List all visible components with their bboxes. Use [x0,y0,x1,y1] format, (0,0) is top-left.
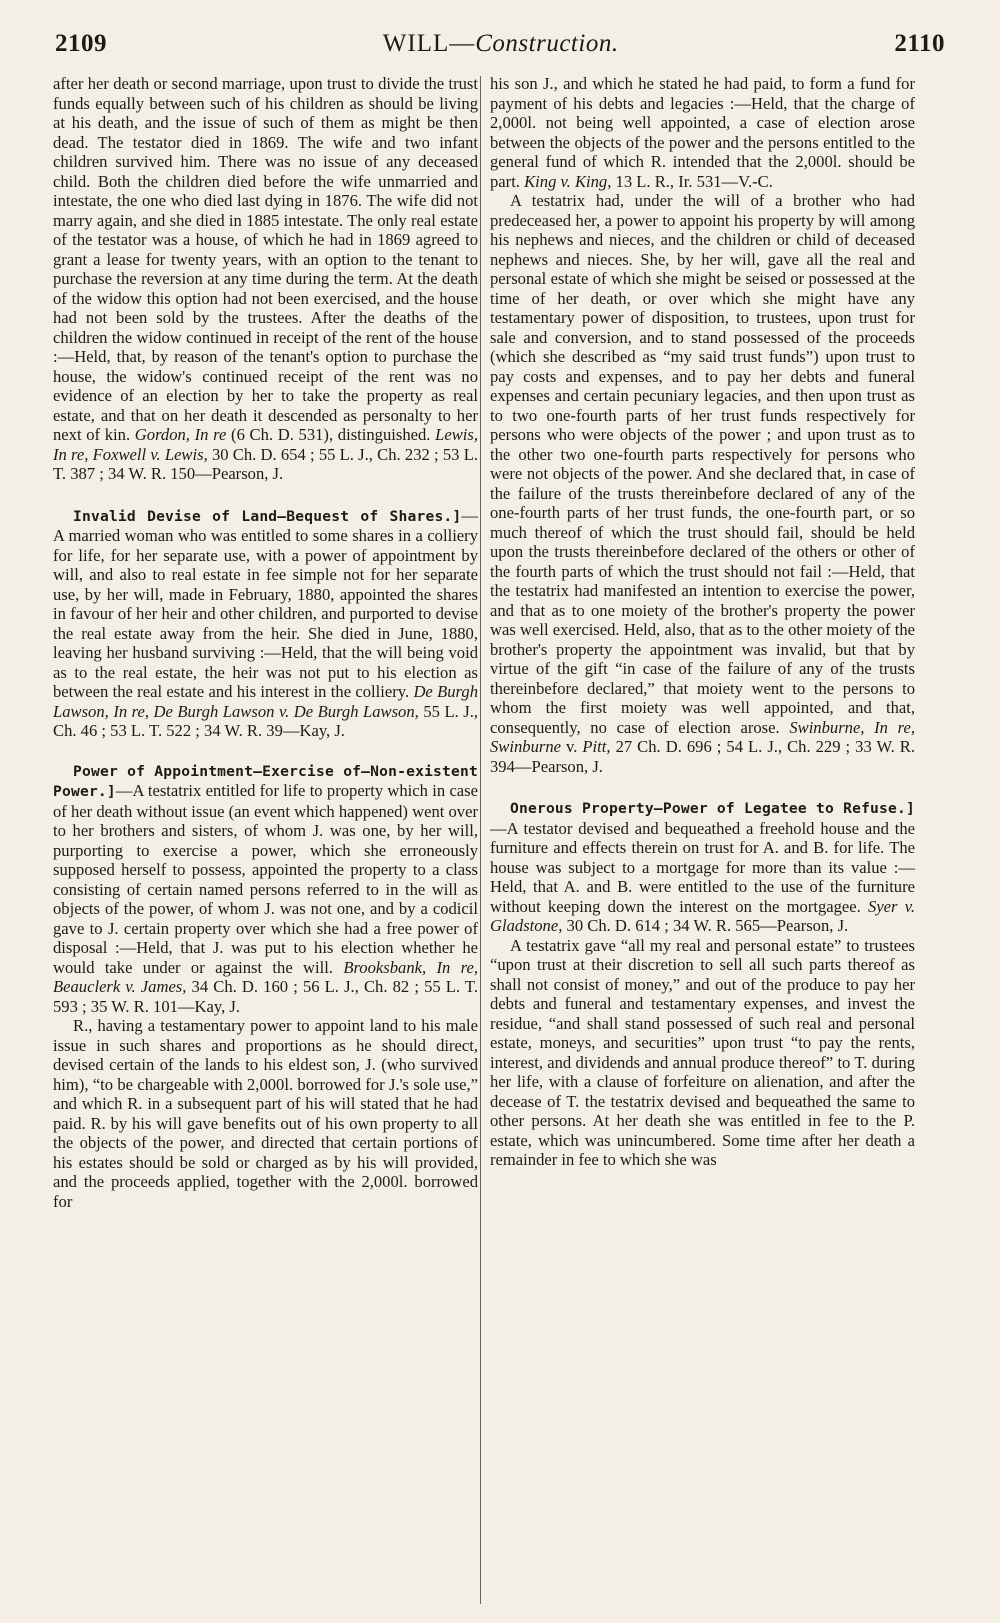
paragraph [490,191,915,776]
paragraph [53,1016,478,1211]
citation-text: 13 L. R., Ir. 531—V.-C. [611,171,773,191]
case-citation: Gordon, In re [134,425,227,444]
right-column [490,74,915,1609]
section-heading: Power of Appointment—Exercise of—Non-existent Power.] [53,762,478,800]
case-citation: Syer v. Gladstone, [490,896,915,935]
case-citation: De Burgh Lawson, In re, De Burgh Lawson v. De Burgh Lawson, [53,682,478,721]
citation-text: (6 Ch. D. 531), distinguished. [226,425,436,444]
running-header [55,30,945,70]
left-column [53,74,478,1609]
paragraph-text: after her death or second marriage, upon trust to divide the trust funds equally between such of his children as should be living at his death, and the issue of such of them as might be then dead. The testator died in 1869. The wife and two infant children survived him. There was no issue of any deceased child. Both the children died before the wife unmarried and intestate, the one who died last dying in 1876. The wife did not marry again, and she died in 1885 intestate. The only real estate of the testator was a house, of which he had in 1869 agreed to grant a lease for twenty years, with an option to the tenant to purchase the reversion at any time during the term. At the death of the widow this option had not been exercised, and the house had not been sold by the trustees. After the deaths of the children the widow continued in receipt of the rent of the house :—Held, that, by reason of the tenant's option to purchase the house, the widow's continued receipt of the rent was no evidence of an election by her to take the property as real estate, and that on her death it descended as personalty to her next of kin. [53,74,478,444]
left-page-number: 2109 [55,30,107,57]
paragraph-text: —A married woman who was entitled to some shares in a colliery for life, for her separate use, with a power of appointment by will, and also to real estate in fee simple not for her separate use, by her will, made in February, 1880, appointed the shares in favour of her heir and other children, and purported to devise the real estate away from the heir. She died in June, 1880, leaving her husband surviving :—Held, that the will being void as to the real estate, the heir was not put to his election as between the real estate and his interest in the colliery. [53,505,478,701]
paragraph [490,936,915,1170]
paragraph [53,506,478,741]
running-title-sub: Construction. [475,30,619,57]
section-heading: Invalid Devise of Land—Bequest of Shares.] [73,507,462,525]
right-page-number: 2110 [894,30,945,57]
paragraph-text: A testatrix had, under the will of a brother who had predeceased her, a power to appoint his property by will among his nephews and nieces, and the children or child of deceased nephews and nieces. She, by her will, gave all the real and personal estate of which she might be seised or possessed at the time of her death, or over which she might have any testamentary power of disposition, to trustees, upon trust for sale and conversion, and to stand possessed of the proceeds (which she described as “my said trust funds”) upon trust to pay costs and expenses, and to pay her debts and funeral expenses and certain pecuniary legacies, and then upon trust as to two one-fourth parts of her trust funds respectively for persons who were objects of the power ; and upon trust as to the other two one-fourth parts respectively for persons who were not objects of the power. And she declared that, in case of the failure of the trusts thereinbefore declared of any of the one-fourth parts of her trust funds, the one-fourth part, or so much thereof of which the trust should fail, should be held upon the trusts thereinbefore declared of the others or other of the fourth parts of which the trust should not fail :—Held, that the testatrix had manifested an intention to exercise the power, and that as to one moiety of the brother's property the power was well exercised. Held, also, that as to the other moiety of the brother's property the appointment was invalid, but that by virtue of the gift “in case of the failure of any of the trusts thereinbefore declared,” that moiety went to the persons to whom the first moiety was well appointed, and that, consequently, no case of election arose. [490,191,915,737]
paragraph [53,761,478,1017]
paragraph-text: —A testator devised and bequeathed a freehold house and the furniture and effects therein on trust for A. and B. for life. The house was subject to a mortgage for more than its value :—Held, that A. and B. were entitled to the use of the furniture without keeping down the interest on the mortgagee. [490,818,915,916]
paragraph-text: A testatrix gave “all my real and personal estate” to trustees “upon trust at their discretion to sell all such parts thereof as shall not consist of money,” and out of the produce to pay her debts and funeral and testamentary expenses, and invest the residue, “and shall stand possessed of such real and personal estate, moneys, and securities” upon trust “to pay the rents, interest, and dividends and annual produce thereof” to T. during her life, with a clause of forfeiture on alienation, and after the decease of T. the testatrix devised and bequeathed the same to other persons. At her death she was entitled in fee to the P. estate, which was unincumbered. Some time after her death a remainder in fee to which she was [490,935,915,1169]
case-citation: King v. King, [524,171,612,191]
paragraph [490,74,915,191]
citation-text: v. [561,737,583,756]
citation-text: 30 Ch. D. 654 ; 55 L. J., Ch. 232 ; 53 L. T. 387 ; 34 W. R. 150—Pearson, J. [53,444,478,483]
paragraph-text: R., having a testamentary power to appoint land to his male issue in such shares and proportions as he should direct, devised certain of the lands to his eldest son, J. (who survived him), “to be chargeable with 2,000l. borrowed for J.'s sole use,” and which R. in a subsequent part of his will stated that he had paid. R. by his will gave benefits out of his own property to all the objects of the power, and directed that certain portions of his estates should be sold or charged as by his will provided, and the proceeds applied, together with the 2,000l. borrowed for [53,1016,478,1211]
running-title-main: WILL— [382,30,476,57]
paragraph-text: his son J., and which he stated he had paid, to form a fund for payment of his debts and legacies :—Held, that the charge of 2,000l. not being well appointed, a case of election arose between the objects of the power and the persons entitled to the general fund of which R. intended that the 2,000l. should be part. [490,74,915,191]
citation-text: 27 Ch. D. 696 ; 54 L. J., Ch. 229 ; 33 W. R. 394—Pearson, J. [490,737,915,776]
column-divider [480,76,481,1604]
citation-text: 30 Ch. D. 614 ; 34 W. R. 565—Pearson, J. [562,916,849,935]
citation-text: 34 Ch. D. 160 ; 56 L. J., Ch. 82 ; 55 L. T. 593 ; 35 W. R. 101—Kay, J. [53,977,478,1016]
case-citation: Swinburne, In re, Swinburne [490,717,915,756]
citation-text: 55 L. J., Ch. 46 ; 53 L. T. 522 ; 34 W. R. 39—Kay, J. [53,701,478,740]
paragraph-text: —A testatrix entitled for life to property which in case of her death without issue (an event which happened) went over to her brothers and sisters, of whom J. was one, by her will, purporting to exercise a power, which she erroneously supposed herself to possess, appointed the property to a class consisting of certain named persons referred to in the will as objects of the power, of whom J. was not one, and by a codicil gave to J. certain property over which she had a free power of disposal :—Held, that J. was put to his election whether he would take under or against the will. [53,781,478,977]
case-citation: Brooksbank, In re, Beauclerk v. James, [53,957,478,996]
case-citation: Lewis, In re, Foxwell v. Lewis, [53,425,478,464]
paragraph [490,798,915,936]
case-citation: Pitt, [582,737,611,756]
paragraph [53,74,478,484]
running-title [383,30,619,58]
section-heading: Onerous Property—Power of Legatee to Refuse.] [510,800,915,817]
